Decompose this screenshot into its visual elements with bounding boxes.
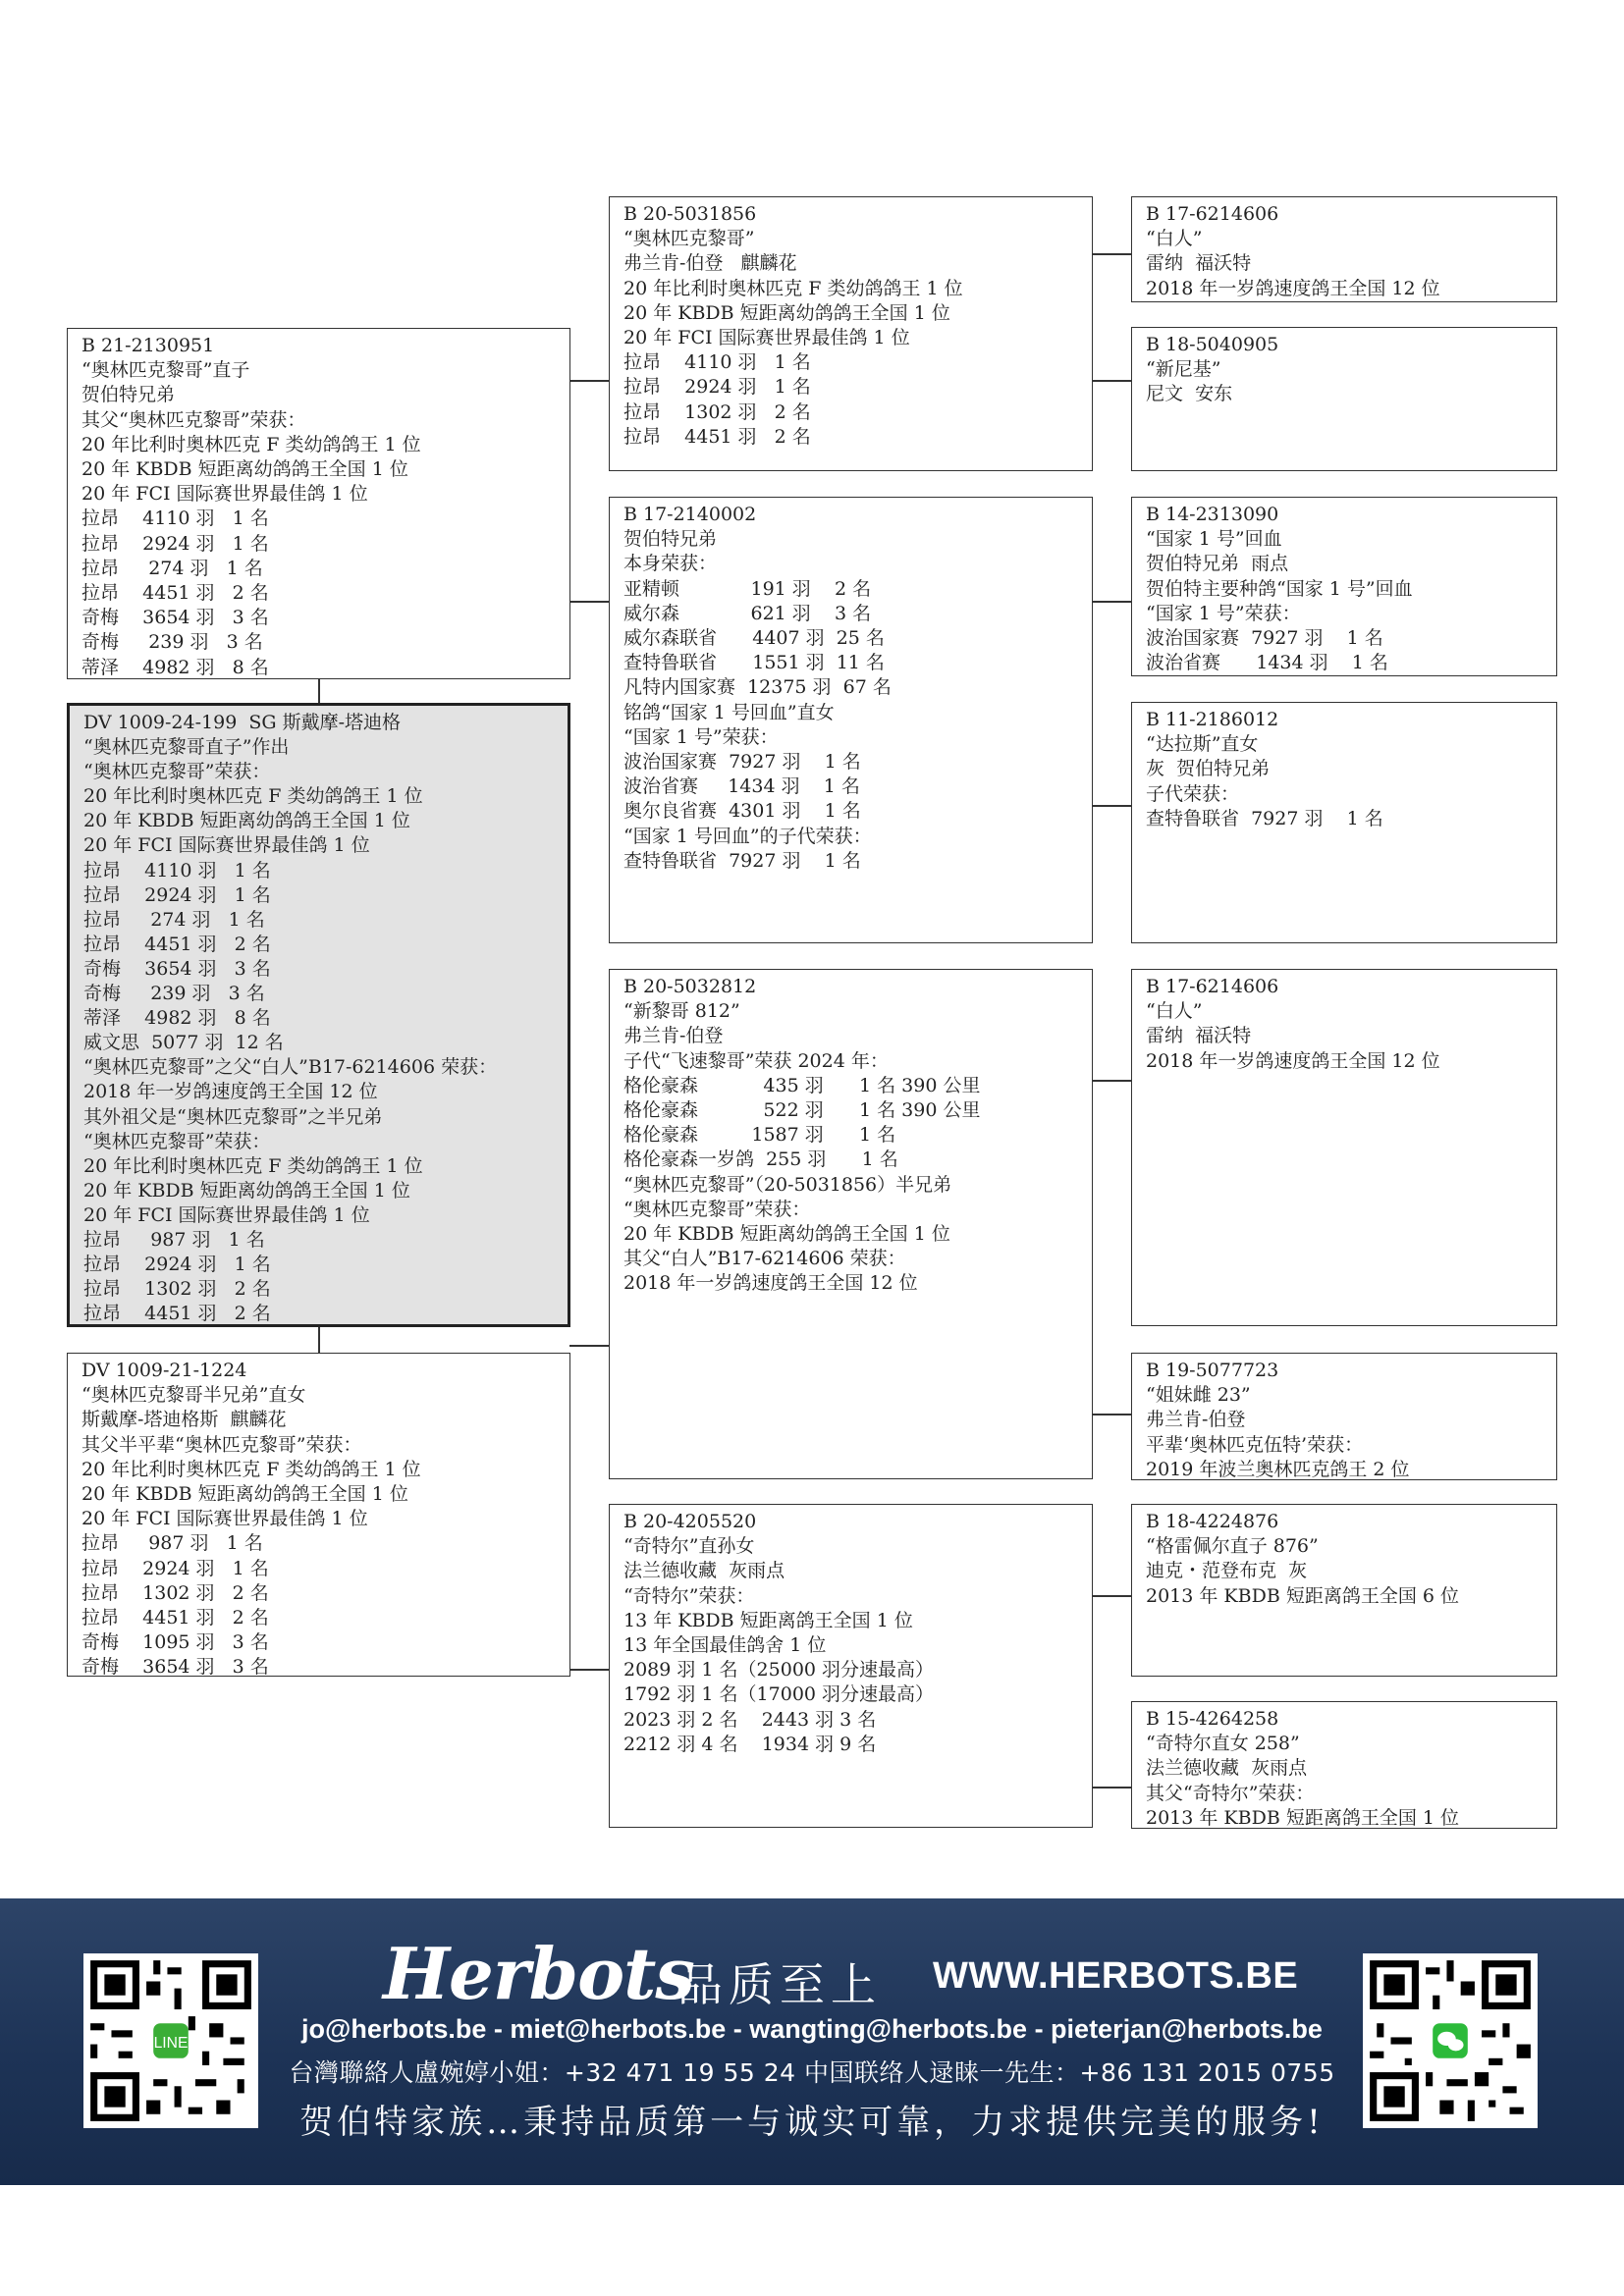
- pedigree-line: 13 年 KBDB 短距离鸽王全国 1 位: [623, 1609, 913, 1631]
- ring-number: DV 1009-21-1224: [81, 1360, 247, 1381]
- pedigree-line: 1792 羽 1 名（17000 羽分速最高）: [623, 1683, 935, 1706]
- pedigree-line: 子代“飞速黎哥”荣获 2024 年：: [623, 1049, 889, 1072]
- pedigree-line: 拉昂 2924 羽 1 名: [83, 1254, 271, 1276]
- pedigree-line: 2023 羽 2 名 2443 羽 3 名: [623, 1708, 877, 1731]
- pedigree-box-dam-dam: [609, 1504, 1093, 1828]
- pedigree-line: 威文思 5077 羽 12 名: [83, 1032, 284, 1054]
- pedigree-box-dam: [67, 1353, 570, 1677]
- pedigree-box-ssd: [1131, 327, 1557, 471]
- pedigree-line: 弗兰肯-伯登: [623, 1025, 724, 1047]
- herbots-logo: Herbots: [383, 1932, 694, 2015]
- pedigree-line: 2018 年一岁鸽速度鸽王全国 12 位: [1146, 1049, 1440, 1072]
- pedigree-line: “白人”: [1146, 228, 1203, 250]
- pedigree-line: 威尔森 621 羽 3 名: [623, 602, 872, 624]
- pedigree-box-subject: [67, 703, 570, 1327]
- ring-number: B 11-2186012: [1146, 709, 1279, 730]
- pedigree-box-dam-sire: [609, 969, 1093, 1479]
- pedigree-line: “奥林匹克黎哥”荣获：: [83, 1130, 271, 1152]
- pedigree-box-sss: [1131, 196, 1557, 302]
- pedigree-line: 亚精顿 191 羽 2 名: [623, 577, 872, 600]
- pedigree-line: 2019 年波兰奥林匹克鸽王 2 位: [1146, 1458, 1410, 1480]
- pedigree-line: 20 年比利时奥林匹克 F 类幼鸽鸽王 1 位: [81, 1458, 421, 1480]
- pedigree-box-dss: [1131, 969, 1557, 1326]
- pedigree-box-sire-dam: [609, 497, 1093, 943]
- pedigree-line: 拉昂 274 羽 1 名: [81, 557, 263, 579]
- pedigree-line: 拉昂 274 羽 1 名: [83, 908, 265, 931]
- pedigree-line: 拉昂 4451 羽 2 名: [83, 1303, 271, 1325]
- ring-number: B 17-2140002: [623, 504, 757, 525]
- email-addresses[interactable]: jo@herbots.be - miet@herbots.be - wangting@herbots.be - pieterjan@herbots.be: [301, 2014, 1323, 2044]
- pedigree-line: 贺伯特兄弟: [623, 528, 718, 551]
- connector-dd-dds: [1092, 1595, 1131, 1597]
- pedigree-line: 2018 年一岁鸽速度鸽王全国 12 位: [83, 1081, 378, 1103]
- pedigree-line: 20 年比利时奥林匹克 F 类幼鸽鸽王 1 位: [81, 433, 421, 455]
- ring-number: DV 1009-24-199 SG 斯戴摩-塔迪格: [83, 712, 402, 733]
- pedigree-line: “新黎哥 812”: [623, 1000, 740, 1023]
- svg-text:LINE: LINE: [153, 2035, 189, 2053]
- pedigree-line: 20 年比利时奥林匹克 F 类幼鸽鸽王 1 位: [83, 1154, 423, 1177]
- pedigree-line: 20 年 KBDB 短距离幼鸽鸽王全国 1 位: [81, 458, 408, 481]
- pedigree-line: “奥林匹克黎哥半兄弟”直女: [81, 1384, 306, 1407]
- pedigree-line: 20 年 FCI 国际赛世界最佳鸽 1 位: [623, 327, 910, 349]
- pedigree-line: 20 年比利时奥林匹克 F 类幼鸽鸽王 1 位: [623, 277, 963, 299]
- pedigree-line: 2013 年 KBDB 短距离鸽王全国 1 位: [1146, 1806, 1459, 1829]
- ring-number: B 14-2313090: [1146, 504, 1279, 525]
- pedigree-line: 查特鲁联省 1551 羽 11 名: [623, 652, 885, 674]
- pedigree-line: 奇梅 239 羽 3 名: [81, 631, 263, 654]
- pedigree-line: “新尼基”: [1146, 358, 1221, 381]
- connector-ss-ssd: [1092, 380, 1131, 382]
- pedigree-line: 20 年 FCI 国际赛世界最佳鸽 1 位: [83, 1203, 370, 1226]
- ring-number: B 15-4264258: [1146, 1708, 1279, 1730]
- pedigree-box-dsd: [1131, 1353, 1557, 1480]
- pedigree-line: 奇梅 3654 羽 3 名: [81, 607, 269, 629]
- ring-number: B 20-5031856: [623, 203, 757, 225]
- pedigree-line: 查特鲁联省 7927 羽 1 名: [1146, 807, 1383, 829]
- pedigree-line: 拉昂 987 羽 1 名: [81, 1532, 263, 1555]
- pedigree-line: 贺伯特兄弟 雨点: [1146, 553, 1289, 575]
- pedigree-line: 2018 年一岁鸽速度鸽王全国 12 位: [623, 1272, 918, 1295]
- pedigree-line: 奇梅 1095 羽 3 名: [81, 1631, 269, 1654]
- ring-number: B 20-4205520: [623, 1511, 757, 1532]
- pedigree-line: 20 年 KBDB 短距离幼鸽鸽王全国 1 位: [623, 1223, 950, 1246]
- pedigree-line: “国家 1 号”回血: [1146, 528, 1282, 551]
- pedigree-line: 奇梅 239 羽 3 名: [83, 983, 265, 1005]
- pedigree-line: 波治国家赛 7927 羽 1 名: [623, 751, 861, 774]
- pedigree-line: 凡特内国家赛 12375 羽 67 名: [623, 676, 892, 699]
- pedigree-line: “奇特尔”直孙女: [623, 1535, 755, 1558]
- pedigree-line: 2013 年 KBDB 短距离鸽王全国 6 位: [1146, 1584, 1459, 1607]
- pedigree-line: 弗兰肯-伯登: [1146, 1409, 1246, 1431]
- pedigree-line: 2212 羽 4 名 1934 羽 9 名: [623, 1733, 877, 1755]
- pedigree-line: 拉昂 4451 羽 2 名: [83, 933, 271, 955]
- pedigree-line: “国家 1 号”荣获：: [1146, 602, 1301, 624]
- pedigree-line: 20 年 KBDB 短距离幼鸽鸽王全国 1 位: [83, 810, 410, 832]
- pedigree-line: 20 年 FCI 国际赛世界最佳鸽 1 位: [81, 483, 368, 506]
- brand-row: [373, 1932, 1299, 2016]
- connector-ss-sss: [1092, 253, 1131, 255]
- connector-dam-ds: [569, 1345, 609, 1347]
- pedigree-line: 贺伯特兄弟: [81, 384, 176, 406]
- pedigree-line: “姐妹雌 23”: [1146, 1384, 1251, 1407]
- connector-dd-ddd: [1092, 1787, 1131, 1789]
- ring-number: B 17-6214606: [1146, 976, 1279, 997]
- pedigree-line: “奥林匹克黎哥”之父“白人”B17-6214606 荣获：: [83, 1056, 498, 1079]
- pedigree-line: 波治省赛 1434 羽 1 名: [623, 775, 860, 798]
- pedigree-line: 20 年 KBDB 短距离幼鸽鸽王全国 1 位: [83, 1179, 410, 1201]
- ring-number: B 21-2130951: [81, 335, 215, 356]
- pedigree-line: 其父半平辈“奥林匹克黎哥”荣获：: [81, 1433, 362, 1456]
- pedigree-line: 2018 年一岁鸽速度鸽王全国 12 位: [1146, 277, 1440, 299]
- connector-ds-dsd: [1092, 1414, 1131, 1415]
- ring-number: B 17-6214606: [1146, 203, 1279, 225]
- contact-phones: 台灣聯絡人盧婉婷小姐：+32 471 19 55 24 中国联络人逯睐一先生：+86 131 2015 0755: [289, 2058, 1335, 2087]
- pedigree-line: 20 年 FCI 国际赛世界最佳鸽 1 位: [83, 834, 370, 857]
- pedigree-line: “国家 1 号”荣获：: [623, 725, 779, 748]
- pedigree-line: “奇特尔”荣获：: [623, 1584, 755, 1607]
- pedigree-line: “白人”: [1146, 1000, 1203, 1023]
- pedigree-line: “奥林匹克黎哥”荣获：: [83, 761, 271, 783]
- pedigree-line: 拉昂 4110 羽 1 名: [81, 507, 269, 530]
- pedigree-line: 格伦豪森 435 羽 1 名 390 公里: [623, 1074, 981, 1096]
- pedigree-line: 子代荣获：: [1146, 782, 1240, 805]
- pedigree-line: 20 年比利时奥林匹克 F 类幼鸽鸽王 1 位: [83, 785, 423, 808]
- pedigree-line: 拉昂 4110 羽 1 名: [83, 859, 271, 881]
- pedigree-line: 拉昂 1302 羽 2 名: [83, 1278, 271, 1301]
- pedigree-line: 法兰德收藏 灰雨点: [623, 1560, 785, 1582]
- pedigree-line: 雷纳 福沃特: [1146, 252, 1252, 275]
- pedigree-line: 本身荣获：: [623, 553, 718, 575]
- pedigree-box-sire: [67, 328, 570, 679]
- pedigree-line: 查特鲁联省 7927 羽 1 名: [623, 849, 861, 872]
- pedigree-line: 迪克・范登布克 灰: [1146, 1560, 1308, 1582]
- slogan-text: 品质至上: [677, 1958, 882, 2011]
- pedigree-box-dds: [1131, 1504, 1557, 1677]
- pedigree-line: 奇梅 3654 羽 3 名: [83, 957, 271, 980]
- pedigree-line: 拉昂 4110 羽 1 名: [623, 351, 811, 374]
- pedigree-line: 拉昂 4451 羽 2 名: [81, 1607, 269, 1629]
- pedigree-line: 弗兰肯-伯登 麒麟花: [623, 252, 797, 275]
- pedigree-line: 贺伯特主要种鸽“国家 1 号”回血: [1146, 577, 1413, 600]
- pedigree-line: 拉昂 1302 羽 2 名: [623, 400, 811, 423]
- pedigree-line: 拉昂 2924 羽 1 名: [81, 1557, 269, 1579]
- pedigree-line: 平辈‘奥林匹克伍特’荣获：: [1146, 1433, 1364, 1456]
- ring-number: B 18-4224876: [1146, 1511, 1279, 1532]
- pedigree-line: 其父“奥林匹克黎哥”荣获：: [81, 408, 306, 431]
- pedigree-line: 波治省赛 1434 羽 1 名: [1146, 652, 1388, 674]
- pedigree-line: 拉昂 4451 羽 2 名: [623, 425, 811, 448]
- pedigree-line: 拉昂 4451 羽 2 名: [81, 582, 269, 605]
- pedigree-line: 20 年 KBDB 短距离幼鸽鸽王全国 1 位: [623, 301, 950, 324]
- pedigree-line: 拉昂 2924 羽 1 名: [83, 883, 271, 906]
- pedigree-line: 拉昂 2924 羽 1 名: [623, 376, 811, 399]
- pedigree-line: 铭鸽“国家 1 号回血”直女: [623, 701, 835, 723]
- pedigree-line: 奇梅 3654 羽 3 名: [81, 1656, 269, 1677]
- connector-sire-sd: [569, 601, 609, 603]
- pedigree-line: “奥林匹克黎哥”（20-5031856）半兄弟: [623, 1173, 952, 1196]
- pedigree-line: 拉昂 1302 羽 2 名: [81, 1581, 269, 1604]
- connector-dam-dd: [569, 1669, 609, 1671]
- pedigree-box-sire-sire: [609, 196, 1093, 471]
- pedigree-line: 尼文 安东: [1146, 383, 1233, 405]
- pedigree-line: “格雷佩尔直子 876”: [1146, 1535, 1319, 1558]
- pedigree-line: 格伦豪森一岁鸽 255 羽 1 名: [623, 1148, 898, 1171]
- pedigree-line: 蒂泽 4982 羽 8 名: [83, 1007, 271, 1030]
- pedigree-line: 其父“白人”B17-6214606 荣获：: [623, 1248, 906, 1270]
- pedigree-line: 20 年 KBDB 短距离幼鸽鸽王全国 1 位: [81, 1483, 408, 1506]
- connector-sire-ss: [569, 380, 609, 382]
- pedigree-line: 其父“奇特尔”荣获：: [1146, 1782, 1315, 1804]
- pedigree-line: 拉昂 987 羽 1 名: [83, 1228, 265, 1251]
- pedigree-line: 奥尔良省赛 4301 羽 1 名: [623, 800, 861, 823]
- pedigree-line: “奥林匹克黎哥直子”作出: [83, 736, 290, 759]
- connector-sd-sds: [1092, 601, 1131, 603]
- pedigree-line: 13 年全国最佳鸽舍 1 位: [623, 1634, 827, 1657]
- pedigree-line: “奇特尔直女 258”: [1146, 1733, 1300, 1755]
- pedigree-line: 波治国家赛 7927 羽 1 名: [1146, 627, 1383, 650]
- website-link[interactable]: WWW.HERBOTS.BE: [933, 1955, 1299, 1997]
- motto-text: 贺伯特家族…秉持品质第一与诚实可靠，力求提供完美的服务!: [299, 2103, 1325, 2142]
- connector-subject-dam: [318, 1325, 320, 1355]
- footer-banner: [0, 1898, 1624, 2185]
- pedigree-line: “奥林匹克黎哥”直子: [81, 359, 250, 382]
- pedigree-line: “达拉斯”直女: [1146, 733, 1259, 756]
- pedigree-line: 蒂泽 4982 羽 8 名: [81, 656, 269, 678]
- pedigree-line: 法兰德收藏 灰雨点: [1146, 1757, 1308, 1780]
- pedigree-line: 威尔森联省 4407 羽 25 名: [623, 627, 885, 650]
- pedigree-line: 斯戴摩-塔迪格斯 麒麟花: [81, 1409, 287, 1431]
- pedigree-line: 2089 羽 1 名（25000 羽分速最高）: [623, 1659, 935, 1682]
- pedigree-line: 20 年 FCI 国际赛世界最佳鸽 1 位: [81, 1508, 368, 1530]
- pedigree-box-sds: [1131, 497, 1557, 676]
- pedigree-line: 拉昂 2924 羽 1 名: [81, 532, 269, 555]
- ring-number: B 19-5077723: [1146, 1360, 1279, 1381]
- ring-number: B 20-5032812: [623, 976, 757, 997]
- ring-number: B 18-5040905: [1146, 334, 1279, 355]
- pedigree-line: “奥林匹克黎哥”: [623, 228, 755, 250]
- connector-ds-dss: [1092, 1080, 1131, 1082]
- pedigree-box-sdd: [1131, 702, 1557, 943]
- pedigree-line: 格伦豪森 522 羽 1 名 390 公里: [623, 1099, 981, 1122]
- pedigree-line: 其外祖父是“奥林匹克黎哥”之半兄弟: [83, 1105, 383, 1128]
- pedigree-line: 灰 贺伯特兄弟: [1146, 758, 1271, 780]
- pedigree-line: “国家 1 号回血”的子代荣获：: [623, 825, 872, 847]
- pedigree-line: 雷纳 福沃特: [1146, 1025, 1252, 1047]
- connector-subject-sire: [318, 678, 320, 704]
- connector-sd-sdd: [1092, 805, 1131, 807]
- pedigree-line: 格伦豪森 1587 羽 1 名: [623, 1124, 896, 1147]
- pedigree-box-ddd: [1131, 1701, 1557, 1829]
- pedigree-line: “奥林匹克黎哥”荣获：: [623, 1198, 811, 1220]
